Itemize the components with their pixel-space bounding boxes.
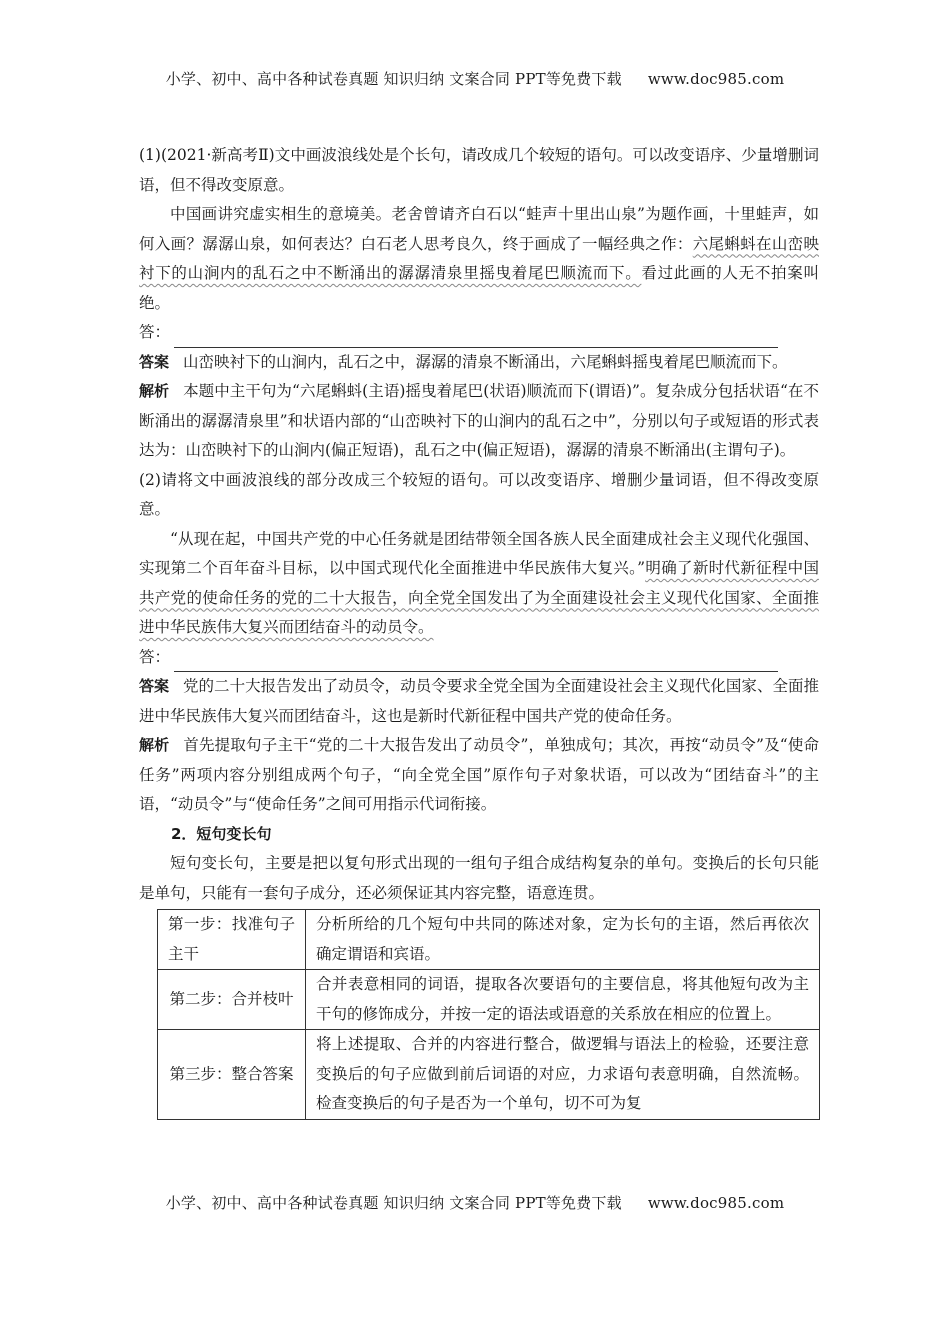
- q2-answer-text: 党的二十大报告发出了动员令，动员令要求全党全国为全面建设社会主义现代化国家、全面推进中华民族伟大复兴而团结奋斗，这也是新时代新征程中国共产党的使命任务。: [139, 677, 819, 725]
- q2-passage-wavy: 明确了新时代新征程中国共产党的使命任务的党的二十大报告，向全党全国发出了为全面建设社会主义现代化国家、全面推进中华民族伟大复兴而团结奋斗的动员令。: [139, 559, 819, 636]
- q1-prompt: (1)(2021·新高考Ⅱ)文中画波浪线处是个长句，请改成几个较短的语句。可以改变语序、少量增删词语，但不得改变原意。: [139, 146, 819, 194]
- header-url[interactable]: www.doc985.com: [647, 70, 785, 88]
- q2-prompt: (2)请将文中画波浪线的部分改成三个较短的语句。可以改变语序、增删少量词语，但不得改变原意。: [139, 470, 819, 518]
- q1-answer: [139, 348, 819, 378]
- q2-answer-rule[interactable]: [174, 652, 778, 672]
- step-label: 第二步：合并枝叶: [158, 970, 306, 1030]
- q1-passage-wavy: 六尾蝌蚪在山峦映衬下的山涧内的乱石之中不断涌出的潺潺清泉里摇曳着尾巴顺流而下。: [139, 234, 819, 282]
- q1-answer-label: 答案: [139, 352, 170, 371]
- page-header: [0, 68, 950, 89]
- q2-passage: [139, 525, 819, 643]
- q2-answer-label: 答案: [139, 677, 170, 695]
- table-row: [158, 910, 820, 970]
- q1-analysis: [139, 377, 819, 466]
- q1-answer-rule[interactable]: [174, 328, 778, 348]
- q1-answer-prompt: 答：: [139, 323, 171, 341]
- q2-analysis: [139, 731, 819, 820]
- q1-answer-text: 山峦映衬下的山涧内，乱石之中，潺潺的清泉不断涌出，六尾蝌蚪摇曳着尾巴顺流而下。: [183, 352, 788, 371]
- q2-analysis-text: 首先提取句子主干“党的二十大报告发出了动员令”，单独成句；其次，再按“动员令”及“使命任务”两项内容分别组成两个句子，“向全党全国”原作句子对象状语，可以改为“团结奋斗”的主语，“动员令”与“使命任务”之间可用指示代词衔接。: [139, 736, 819, 813]
- section2-title: 2．短句变长句: [171, 824, 272, 843]
- q2-answer-line[interactable]: [139, 643, 819, 673]
- footer-url[interactable]: www.doc985.com: [647, 1194, 785, 1212]
- footer-text: 小学、初中、高中各种试卷真题 知识归纳 文案合同 PPT等免费下载: [165, 1194, 622, 1212]
- section2-intro: 短句变长句，主要是把以复句形式出现的一组句子组合成结构复杂的单句。变换后的长句只能是单句，只能有一套句子成分，还必须保证其内容完整，语意连贯。: [139, 854, 819, 902]
- q2-answer-prompt: 答：: [139, 647, 171, 666]
- header-text: 小学、初中、高中各种试卷真题 知识归纳 文案合同 PPT等免费下载: [165, 70, 622, 88]
- page-footer: [0, 1192, 950, 1213]
- table-row: [158, 970, 820, 1030]
- steps-table: [157, 909, 820, 1120]
- step-label: 第一步：找准句子主干: [158, 910, 306, 970]
- q2-answer: [139, 672, 819, 731]
- q1-analysis-label: 解析: [139, 382, 170, 400]
- document-body: [139, 141, 819, 1120]
- q2-passage-lead: “从现在起，中国共产党的中心任务就是团结带领全国各族人民全面建成社会主义现代化强国、实现第二个百年奋斗目标，以中国式现代化全面推进中华民族伟大复兴。”: [139, 529, 819, 577]
- q1-passage: [139, 200, 819, 318]
- q2-analysis-label: 解析: [139, 736, 170, 754]
- q1-passage-lead: 中国画讲究虚实相生的意境美。老舍曾请齐白石以“蛙声十里出山泉”为题作画，十里蛙声，如何入画？潺潺山泉，如何表达？白石老人思考良久，终于画成了一幅经典之作：: [139, 205, 819, 253]
- step-description: 分析所给的几个短句中共同的陈述对象，定为长句的主语，然后再依次确定谓语和宾语。: [306, 910, 820, 970]
- q1-analysis-text: 本题中主干句为“六尾蝌蚪(主语)摇曳着尾巴(状语)顺流而下(谓语)”。复杂成分包括状语“在不断涌出的潺潺清泉里”和状语内部的“山峦映衬下的山涧内的乱石之中”，分别以句子或短语的形式表达为：山峦映衬下的山涧内(偏正短语)，乱石之中(偏正短语)，潺潺的清泉不断涌出(主谓句子)。: [139, 382, 819, 459]
- table-row: [158, 1030, 820, 1120]
- q1-passage-tail: 看过此画的人无不拍案叫绝。: [139, 264, 819, 312]
- step-label: 第三步：整合答案: [158, 1030, 306, 1120]
- step-description: 将上述提取、合并的内容进行整合，做逻辑与语法上的检验，还要注意变换后的句子应做到前后词语的对应，力求语句表意明确，自然流畅。检查变换后的句子是否为一个单句，切不可为复: [306, 1030, 820, 1120]
- step-description: 合并表意相同的词语，提取各次要语句的主要信息，将其他短句改为主干句的修饰成分，并按一定的语法或语意的关系放在相应的位置上。: [306, 970, 820, 1030]
- q1-answer-line[interactable]: [139, 318, 819, 348]
